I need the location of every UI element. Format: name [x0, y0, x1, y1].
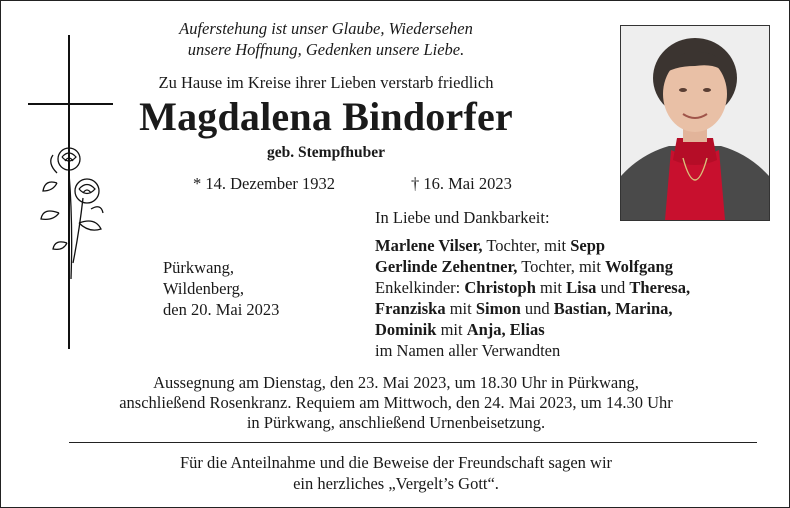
birth-date: * 14. Dezember 1932: [193, 174, 336, 193]
date-line: den 20. Mai 2023: [163, 300, 280, 319]
opening-quote: [141, 18, 511, 60]
closing-thanks: [91, 452, 701, 494]
portrait-photo: [620, 25, 770, 221]
portrait-illustration: [621, 26, 769, 220]
divider: [69, 442, 757, 443]
place-line-1: Pürkwang,: [163, 258, 235, 277]
deceased-name: Magdalena Bindorfer: [139, 94, 513, 139]
intro-text: Zu Hause im Kreise ihrer Lieben verstarb friedlich: [158, 73, 494, 92]
grandchildren-line-3: Dominik mit Anja, Elias: [375, 320, 545, 339]
roses-icon: [39, 143, 109, 281]
ceremony-details: [41, 373, 751, 433]
closing-line-2: ein herzliches „Vergelt’s Gott“.: [293, 474, 499, 493]
mourner-daughter-1: Marlene Vilser, Tochter, mit Sepp: [375, 236, 606, 255]
grandchildren-line-2: Franziska mit Simon und Bastian, Marina,: [375, 299, 673, 318]
mourners-list: [375, 235, 690, 361]
quote-line-1: Auferstehung ist unser Glaube, Wiedersehen: [179, 19, 473, 38]
place-line-2: Wildenberg,: [163, 279, 245, 298]
mourner-daughter-2: Gerlinde Zehentner, Tochter, mit Wolfgang: [375, 257, 673, 276]
thanks-line: In Liebe und Dankbarkeit:: [375, 208, 550, 227]
place-and-date: [163, 257, 279, 320]
cross-horizontal-beam: [28, 103, 113, 105]
ceremony-line-1: Aussegnung am Dienstag, den 23. Mai 2023, um 18.30 Uhr in Pürkwang,: [153, 373, 639, 392]
birth-name: geb. Stempfhuber: [267, 144, 385, 161]
grandchildren-line-1: Enkelkinder: Christoph mit Lisa und Theresa,: [375, 278, 691, 297]
ceremony-line-2: anschließend Rosenkranz. Requiem am Mittwoch, den 24. Mai 2023, um 14.30 Uhr: [119, 393, 673, 412]
relatives-line: im Namen aller Verwandten: [375, 341, 561, 360]
closing-line-1: Für die Anteilnahme und die Beweise der Freundschaft sagen wir: [179, 453, 613, 472]
quote-line-2: unsere Hoffnung, Gedenken unsere Liebe.: [187, 40, 465, 59]
ceremony-line-3: in Pürkwang, anschließend Urnenbeisetzung.: [246, 413, 546, 432]
death-date: † 16. Mai 2023: [411, 174, 512, 193]
